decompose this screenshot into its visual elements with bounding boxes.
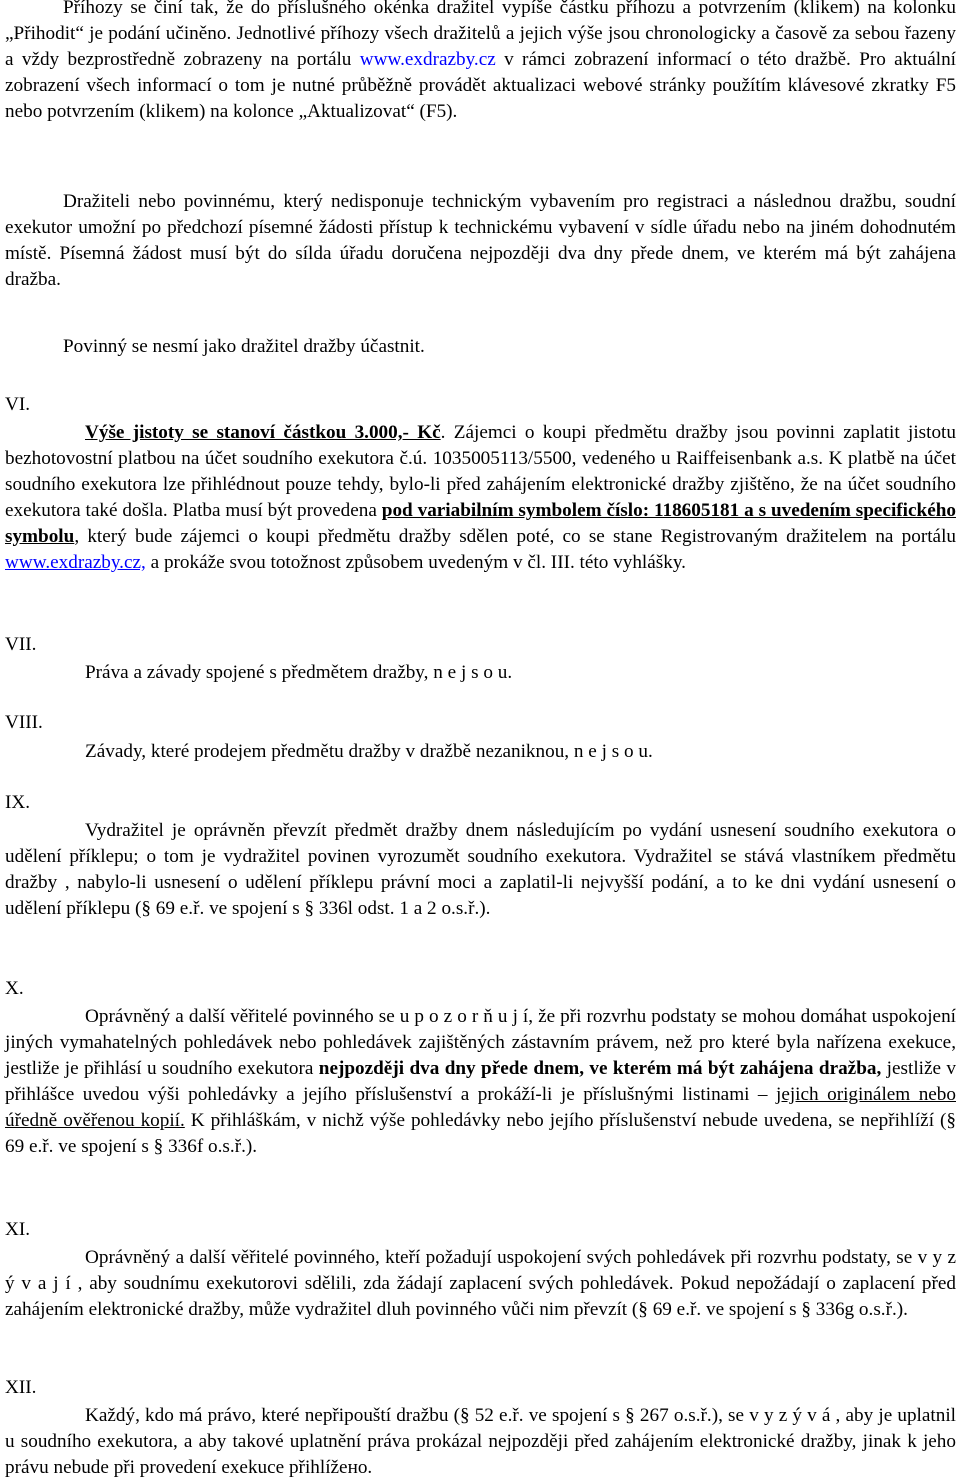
section-text: Závady, které prodejem předmětu dražby v dražbě nezaniknou, n e j s o u. [85, 741, 653, 762]
paragraph-text: v rámci zobrazení informací o této dražbě. Pro aktuální zobrazení všech informací o tom je nutné průběžně provádět aktualizaci webové stránky použítím klávesové zkratky F5 nebo potvrzením (klikem) na kolonce „Aktualizovat“ (F5). [5, 49, 956, 122]
portal-link[interactable]: www.exdrazby.cz, [5, 552, 146, 573]
section-text [5, 1004, 956, 1160]
deadline-notice: nejpozději dva dny přede dnem, ve kterém má být zahájena dražba, [318, 1058, 882, 1079]
section-number: IX. [5, 792, 31, 813]
section-text: Každý, kdo má právo, které nepřipouští dražbu (§ 52 e.ř. ve spojení s § 267 o.s.ř.), se v y z ý v á , aby je uplatnil u soudního exekutora, a aby takové uplatnění práva prokázal nejpozději před zahájením elektronické dražby, jinak k jeho právu nebude při provedení exekuce přihlížено. [5, 1405, 956, 1478]
section-text-part: . Zájemci o koupi předmětu dražby jsou povinni zaplatit jistotu bezhotovostní platbou na účet soudního exekutora č.ú. 1035005113/5500, vedeného u Raiffeisenbank a.s. K platbě na účet soudního exekutora lze přihlédnout pouze tehdy, bylo-li před zahájením elektronické dražby zjištěno, že na účet soudního exekutora také došla. Platba musí být provedena [5, 422, 956, 521]
certified-copy-note: jejich originálem nebo úředně ověřenou kopií. [5, 1084, 956, 1131]
section-text: Práva a závady spojené s předmětem dražby, n e j s o u. [85, 662, 513, 683]
section-number: XI. [5, 1219, 31, 1240]
section-ix [5, 790, 956, 922]
section-text: Vydražitel je oprávněn převzít předmět dražby dnem následujícím po vydání usnesení soudního exekutora o udělení příklepu; o tom je vydražitel povinen vyrozumět soudního exekutora. Vydražitel se stává vlastníkem předmětu dražby , nabylo-li usnesení o udělení příklepu právní moci a zaplatil-li nejvyšší podání, a to ke dni vydání usnesení o udělení příklepu (§ 69 e.ř. ve spojení s § 336l odst. 1 a 2 o.s.ř.). [5, 820, 956, 919]
paragraph-bidding [5, 0, 956, 125]
section-x [5, 976, 956, 1160]
section-number: VIII. [5, 712, 43, 733]
section-xi [5, 1217, 956, 1323]
section-xii [5, 1375, 956, 1481]
section-text-part: , který bude zájemci o koupi předmětu dražby sdělen poté, co se stane Registrovaným dražitelem na portálu [74, 526, 956, 547]
paragraph-text: Příhozy se činí tak, že do příslušného okénka dražitel vypíše částku příhozu a potvrzením (klikem) na kolonku „Přihodit“ je podání učiněno. Jednotlivé příhozy všech dražitelů a jejich výše jsou chronologicky a časově za sebou řazeny a vždy bezprostředně zobrazeny na portálu [5, 0, 956, 70]
section-text-part: Oprávněný a další věřitelé povinného se u p o z o r ň u j í, že při rozvrhu podstaty se mohou domáhat uspokojení jiných vymahatelných pohledávek nebo pohledávek zajištěných zástavním právem, než pro které byla nařízena exekuce, jestliže je přihlásí u soudního exekutora [5, 1006, 956, 1079]
section-vii [5, 632, 956, 686]
section-text [5, 420, 956, 576]
deposit-amount: Výše jistoty se stanoví částkou 3.000,- Kč [85, 422, 441, 443]
section-text: Oprávněný a další věřitelé povinného, kteří požadují uspokojení svých pohledávek při rozvrhu podstaty, se v y z ý v a j í , aby soudnímu exekutorovi sdělili, zda žádají zaplacení svých pohledávek. Pokud nepožádají o zaplacení před zahájením elektronické dražby, může vydražitel dluh povinného vůči nim převzít (§ 69 e.ř. ve spojení s § 336g o.s.ř.). [5, 1247, 956, 1320]
section-text-part: jestliže v přihlášce uvedou výši pohledávky a jejího příslušenství a prokáží-li je příslušnými listinami – [5, 1058, 957, 1105]
section-number: VII. [5, 634, 37, 655]
section-vi [5, 392, 956, 576]
variable-symbol: pod variabilním symbolem číslo: 118605181 a s uvedením specifického symbolu [5, 500, 956, 547]
section-viii [5, 710, 956, 765]
paragraph-technical-access: Dražiteli nebo povinnému, který nedisponuje technickým vybavením pro registraci a následnou dražbu, soudní exekutor umožní po předchozí písemné žádosti přístup k technickému vybavení v sídle úřadu nebo na jiném dohodnutém místě. Písemná žádost musí být do sílda úřadu doručena nejpozději dva dny přede dnem, ve kterém má být zahájena dražba. [5, 191, 956, 290]
section-number: VI. [5, 394, 31, 415]
paragraph-debtor-restriction: Povinný se nesmí jako dražitel dražby účastnit. [63, 336, 425, 357]
section-number: X. [5, 978, 24, 999]
portal-link[interactable]: www.exdrazby.cz [359, 49, 496, 70]
section-text-part: a prokáže svou totožnost způsobem uvedeným v čl. III. této vyhlášky. [145, 552, 686, 573]
section-number: XII. [5, 1377, 37, 1398]
section-text-part: K přihláškám, v nichž výše pohledávky nebo jejího příslušenství nebude uvedena, se nepřihlíží (§ 69 e.ř. ve spojení s § 336f o.s.ř.). [5, 1110, 956, 1157]
